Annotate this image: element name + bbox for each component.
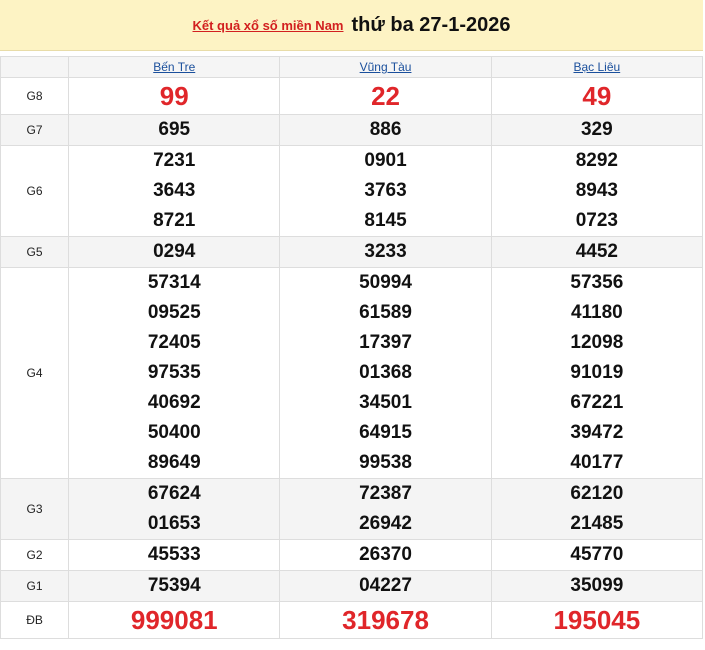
prize-number: 695	[158, 119, 191, 140]
prize-number: 17397	[359, 332, 412, 353]
prize-cell	[69, 602, 280, 639]
province-header-row	[1, 57, 703, 78]
prize-cell	[280, 602, 491, 639]
prize-number: 39472	[570, 422, 624, 443]
special-prize-number: 319678	[342, 605, 429, 635]
prize-number: 75394	[147, 575, 201, 596]
results-region-link[interactable]: Kết quả xổ số miền Nam	[192, 17, 344, 33]
prize-number: 0901	[364, 150, 407, 171]
prize-number: 40177	[570, 452, 624, 473]
corner-cell	[1, 57, 69, 78]
prize-cell	[69, 571, 280, 602]
prize-number: 26370	[359, 544, 412, 565]
prize-row-g7	[1, 115, 703, 146]
prize-cell	[69, 540, 280, 571]
prize-cell	[280, 78, 491, 115]
prize-number: 67221	[570, 392, 624, 413]
prize-label: G8	[1, 78, 69, 115]
prize-label: G5	[1, 237, 69, 268]
prize-number: 21485	[570, 513, 624, 534]
prize-number: 64915	[359, 422, 412, 443]
prize-number: 22	[371, 81, 400, 111]
prize-number: 57356	[570, 272, 624, 293]
prize-cell	[491, 146, 702, 237]
results-date: thứ ba 27-1-2026	[351, 13, 511, 36]
prize-number: 04227	[359, 575, 412, 596]
prize-number: 329	[580, 119, 613, 140]
prize-cell	[491, 237, 702, 268]
prize-row-special	[1, 602, 703, 639]
prize-number: 4452	[575, 241, 618, 262]
province-header-cell	[69, 57, 280, 78]
prize-number: 91019	[570, 362, 624, 383]
prize-row-g3	[1, 479, 703, 540]
prize-number: 01653	[147, 513, 201, 534]
prize-number: 72405	[147, 332, 201, 353]
prize-row-g2	[1, 540, 703, 571]
prize-number: 8721	[153, 210, 196, 231]
prize-number: 8145	[364, 210, 407, 231]
prize-number: 45533	[147, 544, 201, 565]
prize-label: ĐB	[1, 602, 69, 639]
prize-number: 67624	[147, 483, 201, 504]
prize-number: 3643	[153, 180, 196, 201]
prize-number: 41180	[570, 302, 623, 323]
prize-number: 62120	[570, 483, 624, 504]
prize-cell	[69, 479, 280, 540]
prize-number: 99538	[359, 452, 412, 473]
province-header-cell	[491, 57, 702, 78]
prize-row-g5	[1, 237, 703, 268]
special-prize-number: 195045	[553, 605, 641, 635]
prize-cell	[491, 540, 702, 571]
prize-cell	[69, 268, 280, 479]
prize-number: 0723	[575, 210, 618, 231]
province-link-vung-tau[interactable]: Vũng Tàu	[359, 60, 412, 74]
lottery-results-table	[0, 56, 703, 639]
prize-cell	[69, 115, 280, 146]
prize-cell	[491, 268, 702, 479]
prize-number: 61589	[359, 302, 412, 323]
prize-row-g6	[1, 146, 703, 237]
prize-number: 45770	[570, 544, 624, 565]
prize-label: G3	[1, 479, 69, 540]
prize-cell	[280, 115, 491, 146]
prize-row-g8	[1, 78, 703, 115]
prize-cell	[491, 479, 702, 540]
prize-number: 8943	[575, 180, 618, 201]
prize-label: G2	[1, 540, 69, 571]
prize-cell	[69, 78, 280, 115]
prize-label: G1	[1, 571, 69, 602]
prize-label: G7	[1, 115, 69, 146]
prize-number: 50400	[147, 422, 201, 443]
prize-row-g4	[1, 268, 703, 479]
prize-number: 34501	[359, 392, 412, 413]
prize-number: 8292	[575, 150, 618, 171]
prize-number: 26942	[359, 513, 412, 534]
prize-cell	[491, 571, 702, 602]
prize-number: 72387	[359, 483, 412, 504]
prize-number: 3233	[364, 241, 407, 262]
prize-number: 12098	[570, 332, 624, 353]
prize-cell	[280, 146, 491, 237]
special-prize-number: 999081	[130, 605, 218, 635]
prize-cell	[69, 237, 280, 268]
prize-row-g1	[1, 571, 703, 602]
prize-number: 49	[582, 81, 612, 111]
prize-cell	[69, 146, 280, 237]
prize-cell	[280, 479, 491, 540]
prize-number: 3763	[364, 180, 407, 201]
prize-number: 40692	[147, 392, 201, 413]
prize-cell	[491, 115, 702, 146]
prize-cell	[280, 237, 491, 268]
prize-number: 886	[369, 119, 402, 140]
prize-number: 99	[159, 81, 189, 111]
prize-cell	[280, 268, 491, 479]
prize-label: G6	[1, 146, 69, 237]
province-link-ben-tre[interactable]: Bến Tre	[153, 60, 196, 74]
prize-label: G4	[1, 268, 69, 479]
prize-number: 89649	[147, 452, 201, 473]
province-header-cell	[280, 57, 491, 78]
prize-number: 09525	[147, 302, 201, 323]
results-header	[0, 0, 703, 51]
province-link-bac-lieu[interactable]: Bạc Liêu	[573, 60, 621, 74]
prize-number: 01368	[359, 362, 412, 383]
prize-number: 57314	[147, 272, 201, 293]
prize-number: 7231	[153, 150, 196, 171]
prize-cell	[491, 602, 702, 639]
prize-number: 97535	[147, 362, 201, 383]
prize-cell	[491, 78, 702, 115]
prize-number: 50994	[359, 272, 412, 293]
prize-cell	[280, 571, 491, 602]
prize-number: 35099	[570, 575, 624, 596]
prize-number: 0294	[153, 241, 196, 262]
prize-cell	[280, 540, 491, 571]
